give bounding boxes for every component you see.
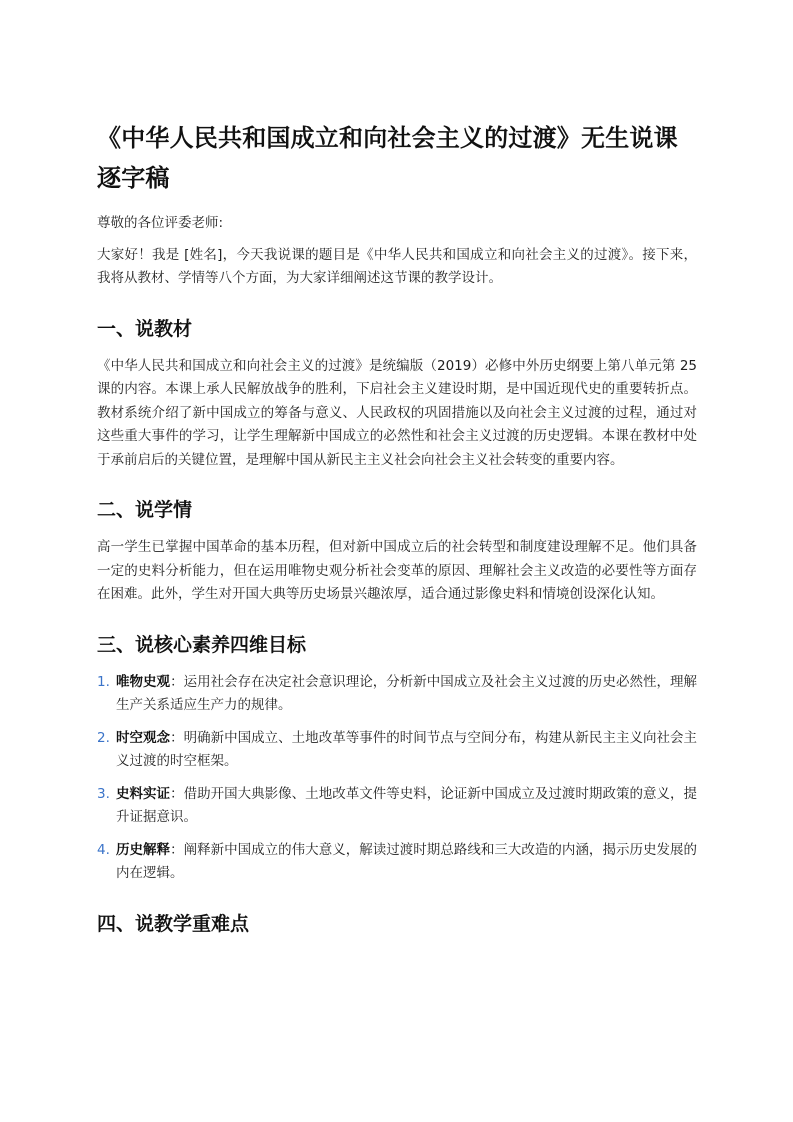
goal-item — [97, 783, 697, 830]
goal-text: ：借助开国大典影像、土地改革文件等史料，论证新中国成立及过渡时期政策的意义，提升证据意识。 — [116, 785, 698, 825]
intro-paragraph: 大家好！我是 [姓名]，今天我说课的题目是《中华人民共和国成立和向社会主义的过渡》。接下来，我将从教材、学情等八个方面，为大家详细阐述这节课的教学设计。 — [97, 246, 697, 286]
goal-number: 4. — [97, 841, 110, 858]
goal-term: 史料实证 — [116, 785, 171, 802]
goal-text: ：明确新中国成立、土地改革等事件的时间节点与空间分布，构建从新民主主义向社会主义过渡的时空框架。 — [116, 729, 698, 769]
section-heading-students: 二、说学情 — [97, 499, 193, 521]
goal-term: 时空观念 — [116, 729, 171, 746]
goal-term: 唯物史观 — [116, 673, 171, 690]
goal-text: ：阐释新中国成立的伟大意义，解读过渡时期总路线和三大改造的内涵，揭示历史发展的内在逻辑。 — [116, 841, 698, 881]
goal-number: 1. — [97, 673, 110, 690]
section-heading-textbook: 一、说教材 — [97, 317, 193, 340]
goal-number: 3. — [97, 785, 110, 802]
section-heading-difficulties: 四、说教学重难点 — [97, 912, 250, 935]
goal-term: 历史解释 — [116, 841, 171, 858]
goal-item — [97, 671, 697, 718]
goal-text: ：运用社会存在决定社会意识理论，分析新中国成立及社会主义过渡的历史必然性，理解生产关系适应生产力的规律。 — [116, 673, 698, 713]
document-title: 《中华人民共和国成立和向社会主义的过渡》无生说课逐字稿 — [97, 124, 678, 192]
goals-list — [97, 671, 697, 886]
document-page — [97, 118, 697, 950]
greeting: 尊敬的各位评委老师: — [97, 215, 224, 231]
goal-item — [97, 839, 697, 886]
textbook-paragraph: 《中华人民共和国成立和向社会主义的过渡》是统编版（2019）必修中外历史纲要上第八单元第 25 课的内容。本课上承人民解放战争的胜利，下启社会主义建设时期，是中国近现代史的重要转折点。教材系统介绍了新中国成立的筹备与意义、人民政权的巩固措施以及向社会主义过渡的过程，通过对这些重大事件的学习，让学生理解新中国成立的必然性和社会主义过渡的历史逻辑。本课在教材中处于承前启后的关键位置，是理解中国从新民主主义社会向社会主义社会转变的重要内容。 — [97, 357, 697, 468]
goal-number: 2. — [97, 729, 110, 746]
students-paragraph: 高一学生已掌握中国革命的基本历程，但对新中国成立后的社会转型和制度建设理解不足。他们具备一定的史料分析能力，但在运用唯物史观分析社会变革的原因、理解社会主义改造的必要性等方面存在困难。此外，学生对开国大典等历史场景兴趣浓厚，适合通过影像史料和情境创设深化认知。 — [97, 539, 697, 602]
section-heading-goals: 三、说核心素养四维目标 — [97, 633, 307, 656]
goal-item — [97, 727, 697, 774]
